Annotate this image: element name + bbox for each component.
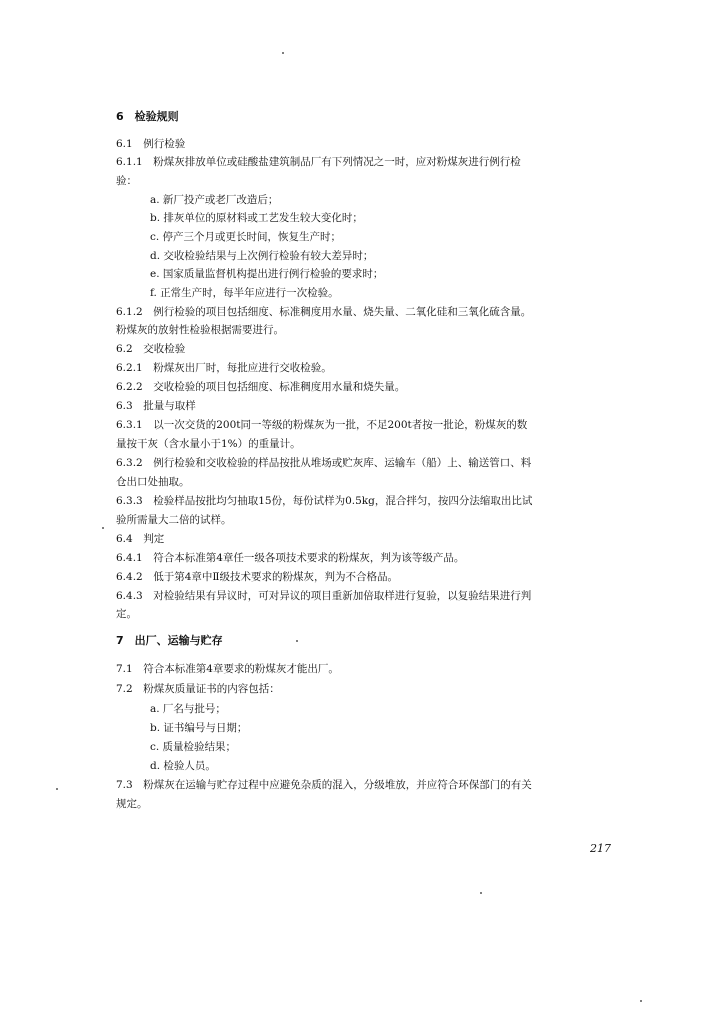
list-item: e. 国家质量监督机构提出进行例行检验的要求时； [150, 268, 384, 280]
clause-6-4-1: 6.4.1 符合本标准第4章任一级各项技术要求的粉煤灰，判为该等级产品。 [116, 552, 465, 564]
list-item: c. 停产三个月或更长时间，恢复生产时； [150, 231, 342, 243]
clause-7-3-cont: 规定。 [116, 798, 148, 810]
clause-6-3-2: 6.3.2 例行检验和交收检验的样品按批从堆场或贮灰库、运输车（船）上、输送管口、料 [116, 457, 532, 469]
clause-7-1: 7.1 符合本标准第4章要求的粉煤灰才能出厂。 [116, 663, 339, 675]
scan-speck [56, 788, 58, 790]
clause-6-4-3: 6.4.3 对检验结果有异议时，可对异议的项目重新加倍取样进行复验，以复验结果进行判 [116, 590, 532, 602]
scan-speck [282, 52, 284, 54]
list-item: d. 检验人员。 [150, 760, 216, 772]
list-item: c. 质量检验结果； [150, 741, 237, 753]
clause-6-3-3: 6.3.3 检验样品按批均匀抽取15份，每份试样为0.5kg，混合拌匀，按四分法缩取出比试 [116, 495, 533, 507]
clause-6-1-1-cont: 验： [116, 175, 137, 187]
heading-6-4: 6.4 判定 [116, 533, 165, 545]
list-item: a. 厂名与批号； [150, 703, 226, 715]
heading-6-2: 6.2 交收检验 [116, 343, 186, 355]
list-item: d. 交收检验结果与上次例行检验有较大差异时； [150, 250, 374, 262]
scan-speck [296, 640, 298, 642]
clause-6-1-2: 6.1.2 例行检验的项目包括细度、标准稠度用水量、烧失量、二氧化硅和三氧化硫含量。 [116, 306, 532, 318]
scan-speck [102, 527, 104, 529]
clause-6-1-2-cont: 粉煤灰的放射性检验根据需要进行。 [116, 324, 284, 336]
heading-6-3: 6.3 批量与取样 [116, 400, 196, 412]
scan-speck [640, 1000, 642, 1002]
section-6-title: 6 检验规则 [116, 110, 179, 123]
clause-6-3-3-cont: 验所需量大二倍的试样。 [116, 514, 232, 526]
clause-6-4-3-cont: 定。 [116, 608, 137, 620]
list-item: b. 排灰单位的原材料或工艺发生较大变化时； [150, 212, 363, 224]
list-item: a. 新厂投产或老厂改造后； [150, 194, 279, 206]
clause-7-3: 7.3 粉煤灰在运输与贮存过程中应避免杂质的混入，分级堆放，并应符合环保部门的有关 [116, 779, 532, 791]
clause-6-3-1-cont: 量按干灰（含水量小于1%）的重量计。 [116, 438, 301, 450]
clause-6-2-2: 6.2.2 交收检验的项目包括细度、标准稠度用水量和烧失量。 [116, 381, 406, 393]
clause-6-1-1: 6.1.1 粉煤灰排放单位或硅酸盐建筑制品厂有下列情况之一时，应对粉煤灰进行例行检 [116, 156, 521, 168]
list-item: f. 正常生产时，每半年应进行一次检验。 [150, 287, 339, 299]
clause-7-2: 7.2 粉煤灰质量证书的内容包括： [116, 683, 280, 695]
clause-6-3-1: 6.3.1 以一次交货的200t同一等级的粉煤灰为一批，不足200t者按一批论，粉煤灰的数 [116, 419, 528, 431]
clause-6-2-1: 6.2.1 粉煤灰出厂时，每批应进行交收检验。 [116, 362, 332, 374]
clause-6-4-2: 6.4.2 低于第4章中Ⅱ级技术要求的粉煤灰，判为不合格品。 [116, 571, 399, 583]
clause-6-3-2-cont: 仓出口处抽取。 [116, 476, 190, 488]
scan-speck [480, 892, 482, 894]
heading-6-1: 6.1 例行检验 [116, 138, 186, 150]
page-number: 217 [590, 842, 611, 855]
list-item: b. 证书编号与日期； [150, 722, 248, 734]
section-7-title: 7 出厂、运输与贮存 [116, 634, 223, 647]
